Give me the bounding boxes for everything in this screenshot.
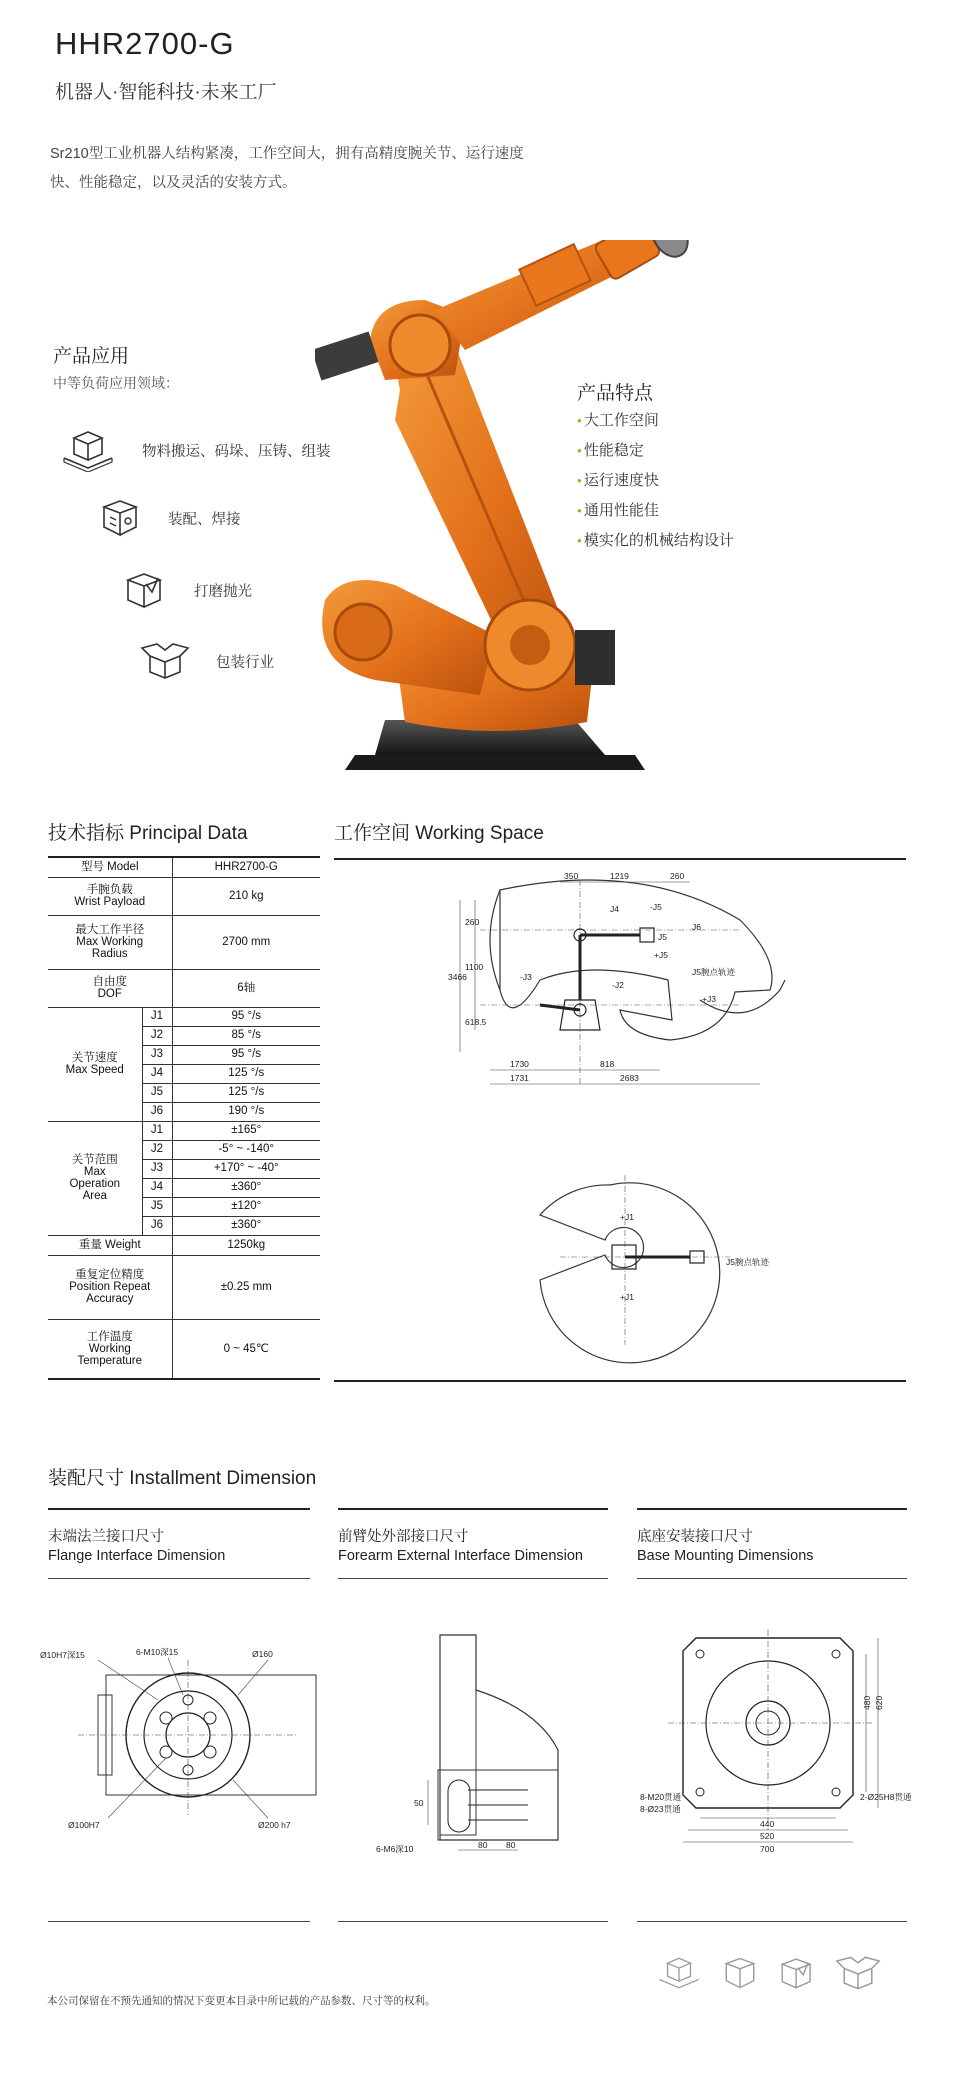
joint-label: J1	[142, 1007, 172, 1026]
open-box-icon	[835, 1955, 881, 1991]
dim-top-label: 1219	[610, 871, 629, 881]
side-view-diagram	[440, 870, 800, 1155]
working-space-heading: 工作空间 Working Space	[334, 823, 544, 844]
applications-heading: 产品应用	[53, 346, 130, 367]
dim-bottom-label: 2683	[620, 1073, 639, 1083]
range-value: -5° ~ -140°	[172, 1140, 320, 1159]
flange-label: Ø100H7	[68, 1820, 100, 1830]
base-mounting-drawing	[638, 1630, 923, 1860]
joint-label: J5	[142, 1083, 172, 1102]
forearm-mid-rule	[338, 1578, 608, 1579]
dim-bottom-label: 818	[600, 1059, 615, 1069]
joint-label: +J1	[620, 1212, 634, 1222]
dim-left-label: 260	[465, 917, 480, 927]
application-label: 包装行业	[216, 654, 274, 671]
payload-label: 手腕负载 Wrist Payload	[48, 877, 172, 915]
speed-value: 190 °/s	[172, 1102, 320, 1121]
forearm-label: 50	[414, 1798, 424, 1808]
joint-label: J5	[142, 1197, 172, 1216]
joint-label: J4	[142, 1064, 172, 1083]
base-top-rule	[637, 1508, 907, 1510]
range-value: ±120°	[172, 1197, 320, 1216]
intro-line-1: Sr210型工业机器人结构紧凑，工作空间大，拥有高精度腕关节、运行速度	[50, 146, 524, 162]
working-space-bottom-rule	[334, 1380, 906, 1382]
joint-label: J6	[142, 1216, 172, 1235]
range-value: +170° ~ -40°	[172, 1159, 320, 1178]
joint-label: -J3	[520, 972, 532, 982]
flange-mid-rule	[48, 1578, 310, 1579]
reach-label: 最大工作半径 Max Working Radius	[48, 915, 172, 969]
joint-label: J3	[142, 1159, 172, 1178]
forearm-drawing	[368, 1630, 598, 1860]
dim-bottom-label: 1730	[510, 1059, 529, 1069]
feature-item: ● 大工作空间	[577, 407, 734, 437]
base-label: 8-Ø23贯通	[640, 1804, 681, 1814]
application-item	[122, 570, 252, 610]
application-item	[98, 497, 241, 539]
temperature-value: 0 ~ 45℃	[172, 1319, 320, 1379]
principal-data-heading: 技术指标 Principal Data	[48, 823, 248, 844]
dim-height-label: 3466	[448, 972, 467, 982]
base-bottom-rule	[637, 1921, 907, 1922]
pallet-box-icon	[60, 428, 116, 472]
range-value: ±360°	[172, 1178, 320, 1197]
application-item	[140, 642, 274, 680]
base-label: 8-M20贯通	[640, 1792, 682, 1802]
flange-label: Ø200 h7	[258, 1820, 291, 1830]
payload-value: 210 kg	[172, 877, 320, 915]
joint-label: J2	[142, 1026, 172, 1045]
flange-bottom-rule	[48, 1921, 310, 1922]
application-label: 打磨抛光	[194, 583, 252, 600]
page-title: HHR2700-G	[55, 26, 235, 61]
joint-label: J6	[692, 922, 701, 932]
joint-label: -J2	[612, 980, 624, 990]
application-item	[60, 428, 331, 472]
footer-note: 本公司保留在不预先通知的情况下变更本目录中所记载的产品参数、尺寸等的权利。	[47, 1995, 436, 2007]
speed-value: 95 °/s	[172, 1045, 320, 1064]
joint-label: +J5	[654, 950, 668, 960]
intro-line-2: 快、性能稳定，以及灵活的安装方式。	[50, 175, 297, 191]
dof-label: 自由度 DOF	[48, 969, 172, 1007]
polish-box-icon	[122, 570, 168, 610]
assembly-box-icon	[721, 1955, 759, 1991]
intro-text	[50, 140, 570, 198]
base-mid-rule	[637, 1578, 907, 1579]
application-label: 装配、焊接	[168, 511, 241, 528]
spec-table	[48, 856, 320, 1380]
feature-item: ● 性能稳定	[577, 437, 734, 467]
feature-item: ● 模实化的机械结构设计	[577, 527, 734, 557]
joint-label: J4	[142, 1178, 172, 1197]
flange-label: Ø10H7深15	[40, 1650, 85, 1660]
dof-value: 6轴	[172, 969, 320, 1007]
weight-value: 1250kg	[172, 1235, 320, 1255]
speed-value: 85 °/s	[172, 1026, 320, 1045]
forearm-label: 6-M6深10	[376, 1844, 414, 1854]
joint-label: J3	[142, 1045, 172, 1064]
base-label: 620	[874, 1695, 884, 1710]
joint-label: J5	[658, 932, 667, 942]
top-view-diagram	[530, 1165, 770, 1365]
forearm-bottom-rule	[338, 1921, 608, 1922]
speed-value: 125 °/s	[172, 1083, 320, 1102]
dim-bottom-label: 1731	[510, 1073, 529, 1083]
working-space-top-rule	[334, 858, 906, 860]
base-label: 700	[760, 1844, 775, 1854]
joint-label: -J5	[650, 902, 662, 912]
features-heading: 产品特点	[577, 383, 654, 404]
joint-label: J2	[142, 1140, 172, 1159]
dim-left-label: 1100	[465, 962, 484, 972]
trajectory-label: J5腕点轨迹	[692, 967, 735, 977]
polish-box-icon	[777, 1955, 817, 1991]
flange-label: 6-M10深15	[136, 1647, 179, 1657]
joint-label: +J3	[702, 994, 716, 1004]
feature-item: ● 运行速度快	[577, 467, 734, 497]
model-label: 型号 Model	[48, 857, 172, 877]
weight-label: 重量 Weight	[48, 1235, 172, 1255]
repeat-accuracy-label: 重复定位精度 Position Repeat Accuracy	[48, 1255, 172, 1319]
reach-value: 2700 mm	[172, 915, 320, 969]
footer-icons	[655, 1955, 881, 1991]
speed-value: 125 °/s	[172, 1064, 320, 1083]
forearm-top-rule	[338, 1508, 608, 1510]
dim-left-label: 618.5	[465, 1017, 487, 1027]
speed-value: 95 °/s	[172, 1007, 320, 1026]
range-label: 关节范围 Max Operation Area	[48, 1121, 142, 1235]
dim-top-label: 350	[564, 871, 579, 881]
page-subtitle: 机器人·智能科技·未来工厂	[55, 82, 277, 103]
joint-label: J6	[142, 1102, 172, 1121]
flange-label: Ø160	[252, 1649, 273, 1659]
base-title: 底座安装接口尺寸 Base Mounting Dimensions	[637, 1529, 814, 1564]
features-list	[577, 407, 734, 557]
applications-subheading: 中等负荷应用领域：	[53, 375, 179, 391]
joint-label: J1	[142, 1121, 172, 1140]
flange-top-rule	[48, 1508, 310, 1510]
base-label: 2-Ø25H8贯通	[860, 1792, 912, 1802]
joint-label: J4	[610, 904, 619, 914]
pallet-box-icon	[655, 1955, 703, 1991]
base-label: 440	[760, 1819, 775, 1829]
speed-label: 关节速度 Max Speed	[48, 1007, 142, 1121]
repeat-accuracy-value: ±0.25 mm	[172, 1255, 320, 1319]
assembly-box-icon	[98, 497, 142, 539]
open-box-icon	[140, 642, 190, 680]
application-label: 物料搬运、码垛、压铸、组装	[142, 443, 331, 460]
flange-drawing	[38, 1640, 328, 1845]
feature-item: ● 通用性能佳	[577, 497, 734, 527]
forearm-label: 80	[506, 1840, 516, 1850]
range-value: ±165°	[172, 1121, 320, 1140]
forearm-label: 80	[478, 1840, 488, 1850]
installation-heading: 装配尺寸 Installment Dimension	[48, 1468, 317, 1489]
base-label: 520	[760, 1831, 775, 1841]
flange-title: 末端法兰接口尺寸 Flange Interface Dimension	[48, 1529, 226, 1564]
trajectory-label: J5腕点轨迹	[726, 1257, 769, 1267]
forearm-title: 前臂处外部接口尺寸 Forearm External Interface Dimension	[338, 1529, 583, 1564]
model-value: HHR2700-G	[172, 857, 320, 877]
base-label: 480	[862, 1695, 872, 1710]
temperature-label: 工作温度 Working Temperature	[48, 1319, 172, 1379]
range-value: ±360°	[172, 1216, 320, 1235]
joint-label: +J1	[620, 1292, 634, 1302]
dim-top-label: 260	[670, 871, 685, 881]
